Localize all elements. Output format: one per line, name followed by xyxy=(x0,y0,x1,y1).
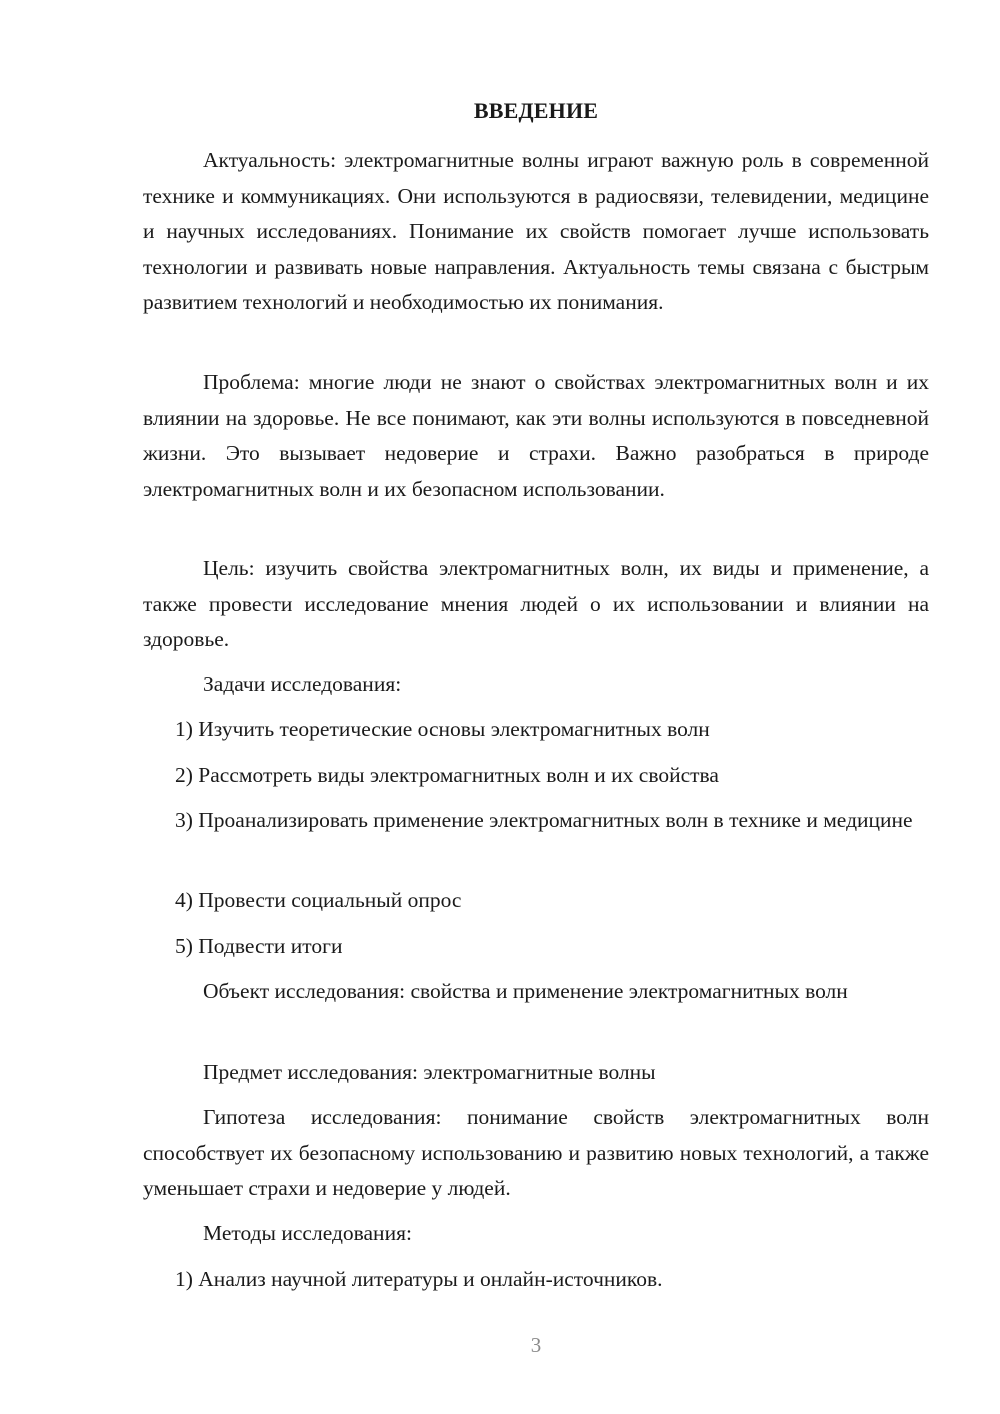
methods-heading: Методы исследования: xyxy=(203,1221,412,1245)
section-title: ВВЕДЕНИЕ xyxy=(473,98,599,123)
hypothesis-paragraph: Гипотеза исследования: понимание свойств электромагнитных волн способствует их безопасному использованию и развитию новых технологий, а также уменьшает страхи и недоверие у людей. xyxy=(143,1105,929,1200)
task-item-5: 5) Подвести итоги xyxy=(175,934,343,958)
method-item-1: 1) Анализ научной литературы и онлайн-источников. xyxy=(175,1267,663,1291)
problem-paragraph: Проблема: многие люди не знают о свойствах электромагнитных волн и их влиянии на здоровье. Не все понимают, как эти волны используются в повседневной жизни. Это вызывает недоверие и страхи. Важно разобраться в природе электромагнитных волн и их безопасном использовании. xyxy=(143,370,929,501)
page-number: 3 xyxy=(530,1333,542,1357)
task-item-1: 1) Изучить теоретические основы электромагнитных волн xyxy=(175,717,710,741)
relevance-paragraph: Актуальность: электромагнитные волны играют важную роль в современной технике и коммуникациях. Они используются в радиосвязи, телевидении, медицине и научных исследованиях. Понимание их свойств помогает лучше использовать технологии и развивать новые направления. Актуальность темы связана с быстрым развитием технологий и необходимостью их понимания. xyxy=(143,148,929,314)
goal-paragraph: Цель: изучить свойства электромагнитных волн, их виды и применение, а также провести исследование мнения людей о их использовании и влиянии на здоровье. xyxy=(143,556,929,651)
task-item-2: 2) Рассмотреть виды электромагнитных волн и их свойства xyxy=(175,763,719,787)
subject-paragraph: Предмет исследования: электромагнитные волны xyxy=(203,1060,656,1084)
task-item-4: 4) Провести социальный опрос xyxy=(175,888,462,912)
tasks-heading: Задачи исследования: xyxy=(203,672,402,696)
task-item-3: 3) Проанализировать применение электромагнитных волн в технике и медицине xyxy=(175,808,913,832)
object-paragraph: Объект исследования: свойства и применение электромагнитных волн xyxy=(203,979,848,1003)
